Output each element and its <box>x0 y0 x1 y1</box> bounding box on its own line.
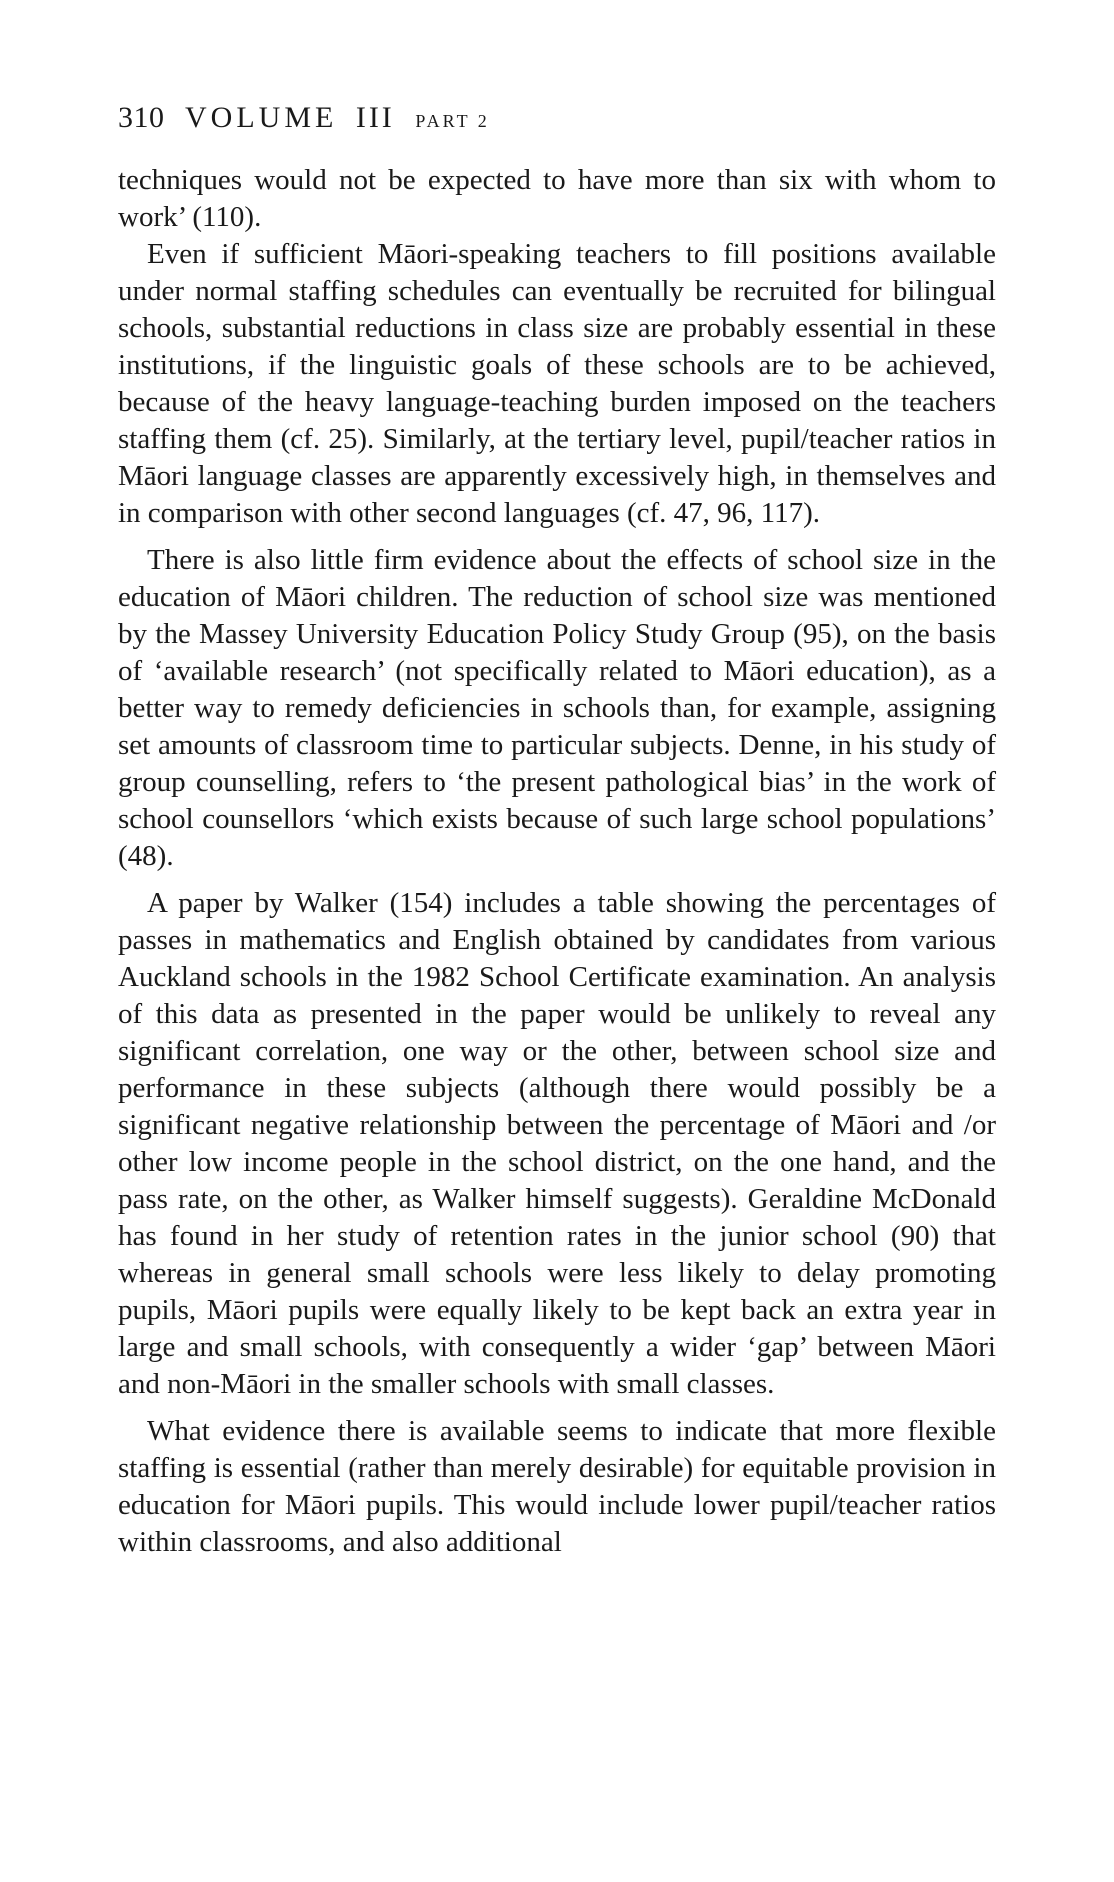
paragraph-school-size: There is also little firm evidence about the effects of school size in the education of Māori children. The reduction of school size was mentioned by the Massey University Education Policy Study Group (95), on the basis of ‘available research’ (not specifically related to Māori education), as a better way to remedy deficiencies in schools than, for example, assigning set amounts of classroom time to particular subjects. Denne, in his study of group counselling, refers to ‘the present pathological bias’ in the work of school counsellors ‘which exists because of such large school populations’ (48). <box>118 544 996 872</box>
running-head <box>118 100 490 139</box>
part-label: PART 2 <box>415 111 490 131</box>
page-number: 310 <box>118 101 165 134</box>
paragraph-walker-study: A paper by Walker (154) includes a table showing the percentages of passes in mathematics and English obtained by candidates from various Auckland schools in the 1982 School Certificate examination. An analysis of this data as presented in the paper would be unlikely to reveal any significant correlation, one way or the other, between school size and performance in these subjects (although there would possibly be a significant negative relationship between the percentage of Māori and /or other low income people in the school district, on the one hand, and the pass rate, on the other, as Walker himself suggests). Geraldine McDonald has found in her study of retention rates in the junior school (90) that whereas in general small schools were less likely to delay promoting pupils, Māori pupils were equally likely to be kept back an extra year in large and small schools, with consequently a wider ‘gap’ between Māori and non-Māori in the smaller schools with small classes. <box>118 887 996 1400</box>
body-text <box>118 162 996 1561</box>
paragraph-class-size: Even if sufficient Māori-speaking teachers to fill positions available under normal staffing schedules can eventually be recruited for bilingual schools, substantial reductions in class size are probably essential in these institutions, if the linguistic goals of these schools are to be achieved, because of the heavy language-teaching burden imposed on the teachers staffing them (cf. 25). Similarly, at the tertiary level, pupil/teacher ratios in Māori language classes are apparently excessively high, in themselves and in comparison with other second languages (cf. 47, 96, 117). <box>118 238 996 529</box>
paragraph-continued: techniques would not be expected to have more than six with whom to work’ (110). <box>118 164 996 233</box>
paragraph-flexible-staffing: What evidence there is available seems to indicate that more flexible staffing is essential (rather than merely desirable) for equitable provision in education for Māori pupils. This would include lower pupil/teacher ratios within classrooms, and also additional <box>118 1415 996 1558</box>
volume-number: III <box>355 101 395 134</box>
volume-label: VOLUME <box>185 101 338 134</box>
